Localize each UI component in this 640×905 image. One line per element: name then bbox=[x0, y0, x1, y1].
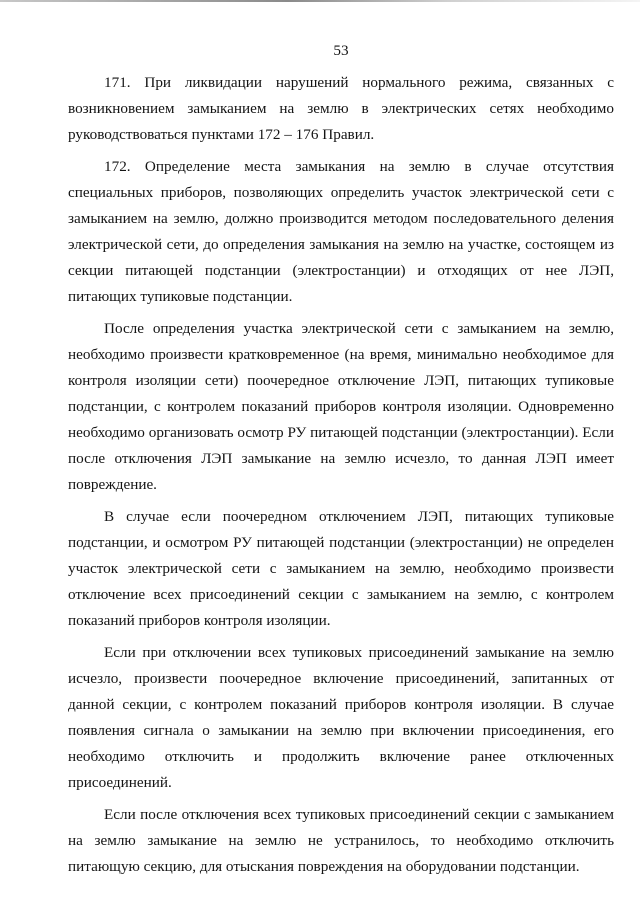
page-number: 53 bbox=[333, 42, 349, 59]
paragraph-section-disconnection: В случае если поочередном отключением ЛЭП, питающих тупиковые подстанции, и осмотром РУ питающей подстанции (электростанции) не определен участок электрической сети с замыканием на землю, необходимо произвести отключение всех присоединений секции с замыканием на землю, с контролем показаний приборов контроля изоляции. bbox=[68, 508, 614, 629]
paragraph-172: 172. Определение места замыкания на землю в случае отсутствия специальных приборов, позволяющих определить участок электрической сети с замыканием на землю, должно производится методом последовательного деления электрической сети, до определения замыкания на землю на участке, состоящем из секции питающей подстанции (электростанции) и отходящих от нее ЛЭП, питающих тупиковые подстанции. bbox=[68, 158, 614, 305]
paragraph-sequential-reconnection: Если при отключении всех тупиковых присоединений замыкание на землю исчезло, произвести поочередное включение присоединений, запитанных от данной секции, с контролем показаний приборов контроля изоляции. В случае появления сигнала о замыкании на землю при включении присоединения, его необходимо отключить и продолжить включение ранее отключенных присоединений. bbox=[68, 644, 614, 791]
paragraph-line-disconnection: После определения участка электрической сети с замыканием на землю, необходимо произвести кратковременное (на время, минимально необходимое для контроля изоляции сети) поочередное отключение ЛЭП, питающих тупиковые подстанции, с контролем показаний приборов контроля изоляции. Одновременно необходимо организовать осмотр РУ питающей подстанции (электростанции). Если после отключения ЛЭП замыкание на землю исчезло, то данная ЛЭП имеет повреждение. bbox=[68, 320, 614, 493]
scan-top-edge bbox=[0, 0, 640, 2]
paragraph-feeding-section: Если после отключения всех тупиковых присоединений секции с замыканием на землю замыкание на землю не устранилось, то необходимо отключить питающую секцию, для отыскания повреждения на оборудовании подстанции. bbox=[68, 806, 614, 875]
paragraph-171: 171. При ликвидации нарушений нормального режима, связанных с возникновением замыканием на землю в электрических сетях необходимо руководствоваться пунктами 172 – 176 Правил. bbox=[68, 74, 614, 143]
document-page bbox=[68, 40, 614, 886]
